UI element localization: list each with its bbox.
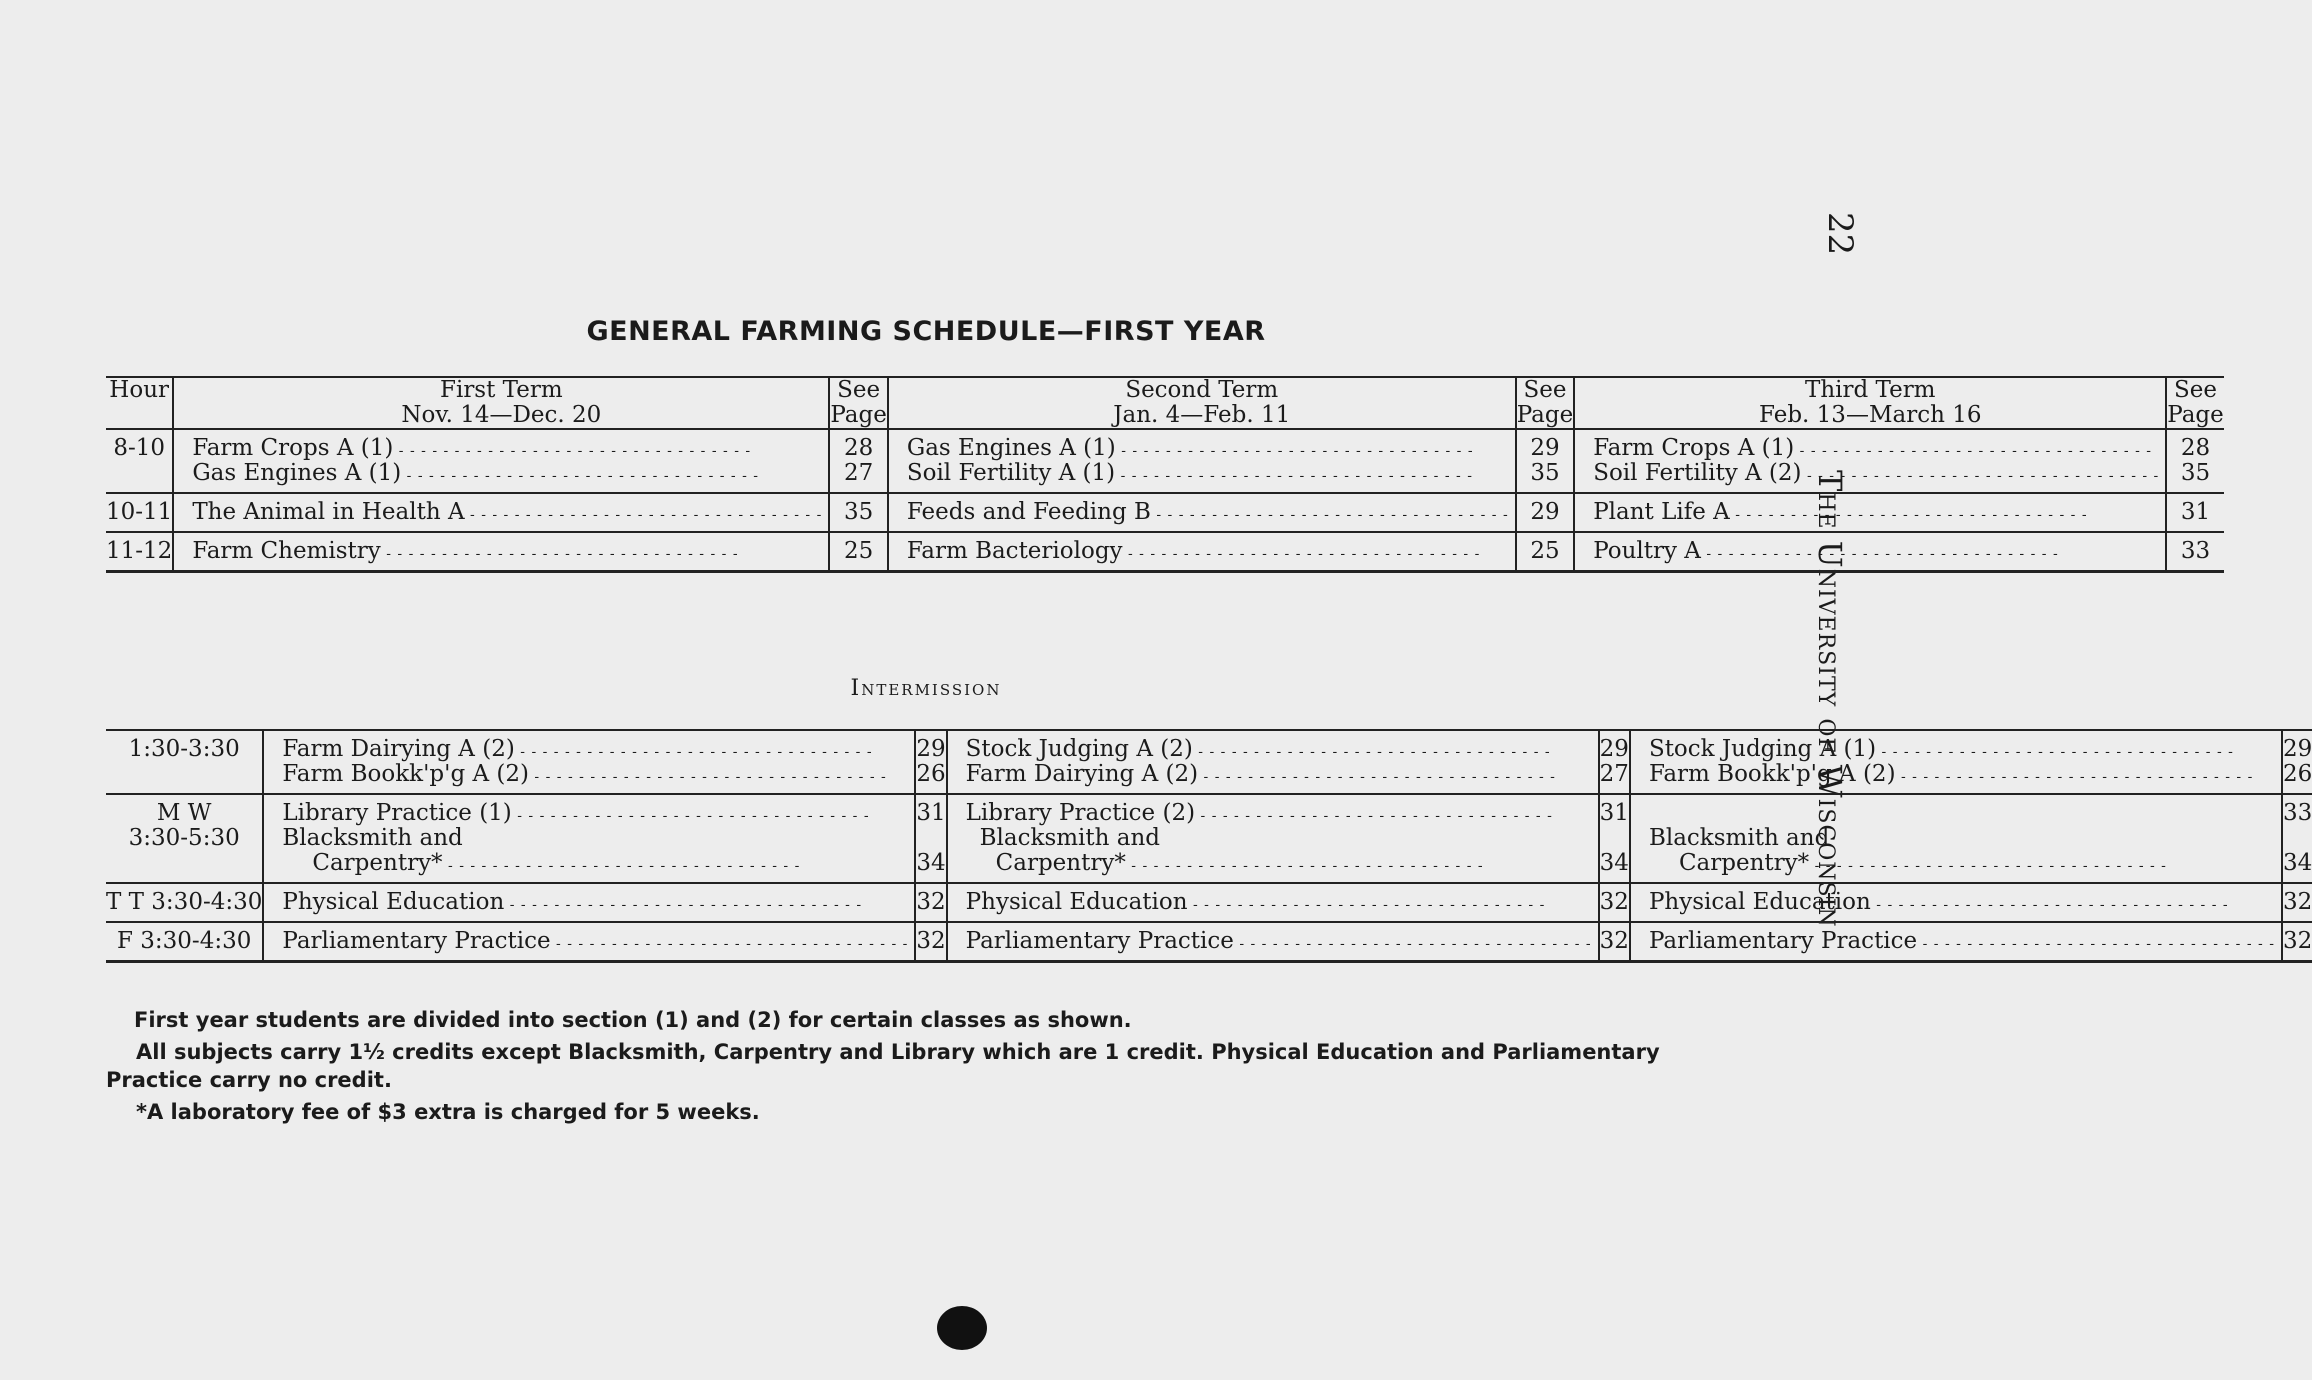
page-cell: 35 <box>829 493 888 532</box>
intermission-label: Intermission <box>850 676 1002 701</box>
course-cell: Blacksmith and Carpentry* - - - <box>1630 794 2282 883</box>
page-cell: 29 27 <box>1599 730 1630 794</box>
table-header-row <box>106 377 2224 429</box>
course-cell: Plant Life A - - - <box>1574 493 2166 532</box>
header-see-page-1: See Page <box>830 377 887 428</box>
course-cell: Physical Education - - - <box>947 883 1599 922</box>
course-cell: The Animal in Health A - - - <box>173 493 829 532</box>
page-cell: 29 35 <box>1516 429 1575 493</box>
page-cell: 32 <box>1599 883 1630 922</box>
page-cell: 32 <box>1599 922 1630 962</box>
course-cell: Physical Education - - - <box>263 883 915 922</box>
table-row <box>106 730 2312 794</box>
page-cell: 28 27 <box>829 429 888 493</box>
page-cell: 31 <box>2166 493 2224 532</box>
table-row <box>106 493 2224 532</box>
course-cell: Stock Judging A (1) - - - Farm Bookk'p'g A (2) - - - <box>1630 730 2282 794</box>
morning-schedule-table <box>106 376 2224 573</box>
course-cell: Farm Dairying A (2) - - - Farm Bookk'p'g A (2) - - - <box>263 730 915 794</box>
course-cell: Farm Crops A (1) - - - Soil Fertility A (2) - - - <box>1574 429 2166 493</box>
page-cell: 29 26 <box>2282 730 2312 794</box>
page-cell: 29 26 <box>915 730 946 794</box>
hour-cell: 11-12 <box>106 532 173 572</box>
course-cell: Poultry A - - - <box>1574 532 2166 572</box>
hour-cell: 10-11 <box>106 493 173 532</box>
header-see-page-3: See Page <box>2167 377 2224 428</box>
table-row <box>106 794 2312 883</box>
page-cell: 32 <box>915 883 946 922</box>
header-see-page-2: See Page <box>1516 377 1574 428</box>
page-cell: 31 34 <box>915 794 946 883</box>
course-cell: Farm Chemistry - - - <box>173 532 829 572</box>
hour-cell: T T 3:30-4:30 <box>106 883 263 922</box>
hour-cell: 1:30-3:30 <box>128 736 240 762</box>
afternoon-schedule-table <box>106 729 2312 963</box>
hour-cell: 8-10 <box>113 435 165 461</box>
page-cell: 28 35 <box>2166 429 2224 493</box>
course-cell: Stock Judging A (2) - - - Farm Dairying A (2) - - - <box>947 730 1599 794</box>
header-term2: Second Term Jan. 4—Feb. 11 <box>888 377 1516 429</box>
ink-blot <box>937 1306 987 1350</box>
hour-cell: F 3:30-4:30 <box>106 922 263 962</box>
header-hour: Hour <box>106 377 173 429</box>
course-cell: Gas Engines A (1) - - - Soil Fertility A (1) - - - <box>888 429 1516 493</box>
page-cell: 32 <box>2282 922 2312 962</box>
course-cell: Library Practice (2) - - - Blacksmith and Carpentry* - - - <box>947 794 1599 883</box>
footnote-lab-fee: *A laboratory fee of $3 extra is charged for 5 weeks. <box>136 1100 760 1124</box>
table-row <box>106 883 2312 922</box>
course-cell: Library Practice (1) - - - Blacksmith and Carpentry* - - - <box>263 794 915 883</box>
table-row <box>106 922 2312 962</box>
table-row <box>106 429 2224 493</box>
header-term3: Third Term Feb. 13—March 16 <box>1574 377 2166 429</box>
course-cell: Parliamentary Practice - - - <box>263 922 915 962</box>
schedule-title: GENERAL FARMING SCHEDULE—FIRST YEAR <box>586 316 1266 347</box>
footnote-sections: First year students are divided into section (1) and (2) for certain classes as shown. <box>134 1008 1132 1032</box>
course-cell: Farm Crops A (1) - - - Gas Engines A (1) - - - <box>173 429 829 493</box>
page-number: 22 <box>1820 212 1860 256</box>
course-cell: Feeds and Feeding B - - - <box>888 493 1516 532</box>
course-cell: Farm Bacteriology - - - <box>888 532 1516 572</box>
hour-cell: M W 3:30-5:30 <box>106 794 263 883</box>
running-head: The University of Wisconsin <box>1811 470 1849 928</box>
page-cell: 31 34 <box>1599 794 1630 883</box>
page-cell: 29 <box>1516 493 1575 532</box>
page-cell: 32 <box>915 922 946 962</box>
page-cell: 25 <box>829 532 888 572</box>
footnotes <box>106 1006 1756 1130</box>
page-cell: 33 34 <box>2282 794 2312 883</box>
header-term1: First Term Nov. 14—Dec. 20 <box>173 377 829 429</box>
course-cell: Physical Education - - - <box>1630 883 2282 922</box>
footnote-credits: All subjects carry 1½ credits except Blacksmith, Carpentry and Library which are 1 credit. Physical Education and Parliamentary Practice carry no credit. <box>106 1040 1660 1092</box>
page-cell: 33 <box>2166 532 2224 572</box>
page-cell: 25 <box>1516 532 1575 572</box>
course-cell: Parliamentary Practice - - - <box>947 922 1599 962</box>
table-row <box>106 532 2224 572</box>
course-cell: Parliamentary Practice - - - <box>1630 922 2282 962</box>
page-cell: 32 <box>2282 883 2312 922</box>
